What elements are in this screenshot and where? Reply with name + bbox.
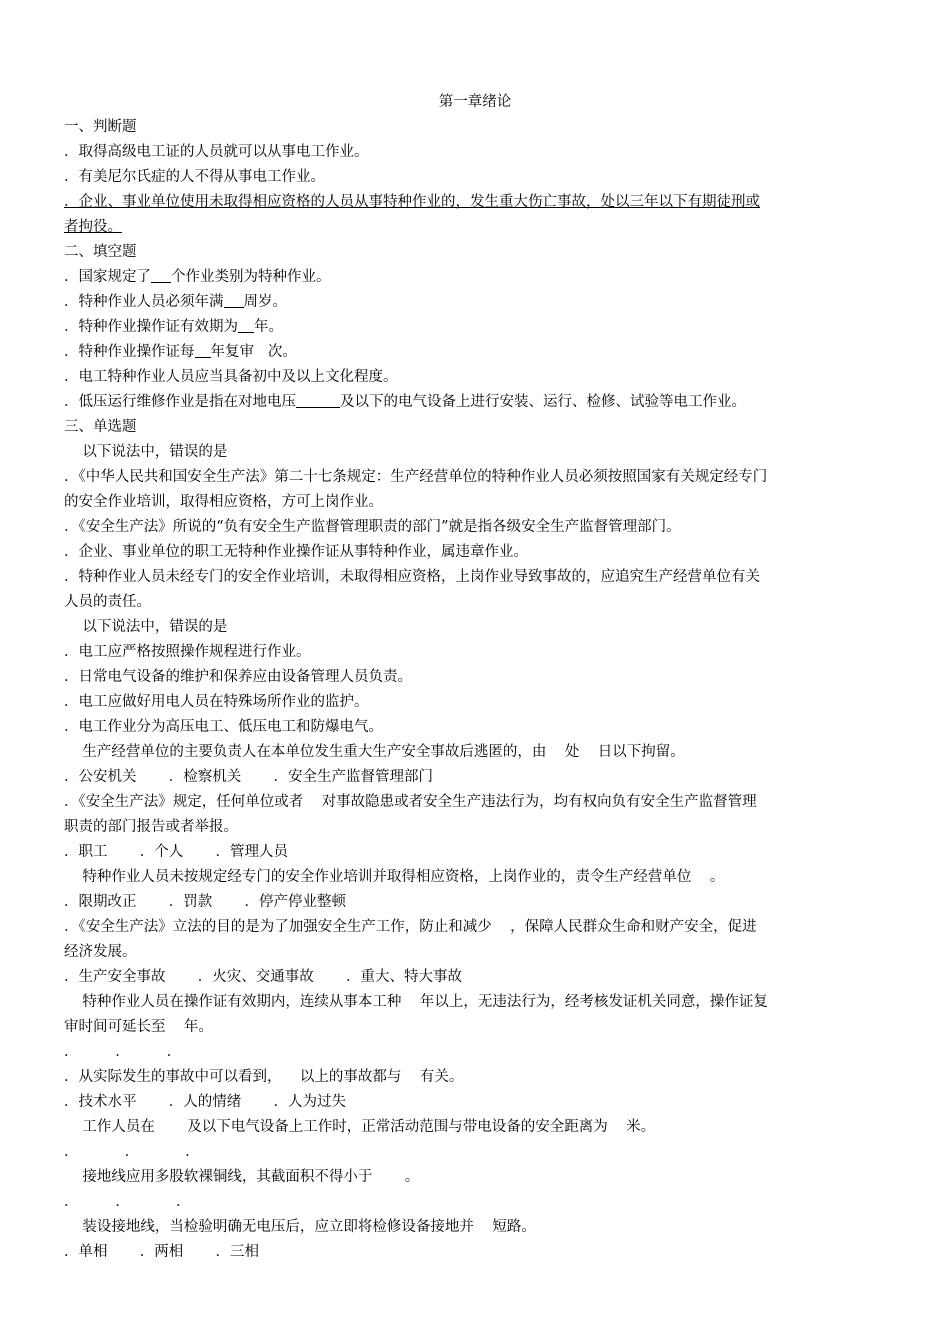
text-line [64,165,886,190]
text-content: ．取得高级电工证的人员就可以从事电工作业。 [64,144,369,160]
text-content: ．《中华人民共和国安全生产法》第二十七条规定：生产经营单位的特种作业人员必须按照国家有关规定经专门 [64,469,768,485]
text-line [64,740,886,765]
text-content: ．电工作业分为高压电工、低压电工和防爆电气。 [64,719,383,735]
text-content: ． ． ． [64,1194,191,1210]
text-fragment: ．国家规定了 [64,269,151,285]
text-line [64,440,886,465]
text-line [64,190,886,215]
text-content: ．从实际发生的事故中可以看到， 以上的事故都与 有关。 [64,1069,464,1085]
text-line [64,765,886,790]
text-line [64,1190,886,1215]
fill-blank [224,292,244,308]
text-line [64,340,886,365]
text-content: 生产经营单位的主要负责人在本单位发生重大生产安全事故后逃匿的，由 处 日以下拘留。 [64,744,685,760]
text-content: 以下说法中，错误的是 [64,444,228,460]
text-line [64,1240,886,1265]
text-content: ．技术水平 ．人的情绪 ．人为过失 [64,1094,347,1110]
text-line [64,465,886,490]
text-content: ．限期改正 ．罚款 ．停产停业整顿 [64,894,347,910]
text-line [64,1065,886,1090]
document-body [64,115,886,1265]
text-content: ． ． ． [64,1144,200,1160]
text-fragment: ．特种作业人员必须年满 [64,294,224,310]
text-line [64,1215,886,1240]
fill-blank [195,342,211,358]
text-content: ．有美尼尔氏症的人不得从事电工作业。 [64,169,325,185]
text-content: ．单相 ．两相 ．三相 [64,1244,260,1260]
text-line [64,840,886,865]
text-fragment: ．低压运行维修作业是指在对地电压 [64,394,296,410]
text-content: ． ． ． [64,1044,182,1060]
text-line [64,640,886,665]
text-line [64,540,886,565]
text-content: 经济发展。 [64,944,137,960]
text-content: 装设接地线，当检验明确无电压后，应立即将检修设备接地并 短路。 [64,1219,536,1235]
text-line [64,1040,886,1065]
text-line [64,865,886,890]
text-line [64,590,886,615]
text-line [64,140,886,165]
text-line [64,940,886,965]
text-content: ．《安全生产法》规定，任何单位或者 对事故隐患或者安全生产违法行为，均有权向负有安全生产监督管理 [64,794,757,810]
text-line [64,665,886,690]
fill-blank [238,317,254,333]
text-line [64,1140,886,1165]
text-fragment: ．特种作业操作证每 [64,344,195,360]
text-line [64,690,886,715]
text-line [64,890,886,915]
section-heading [64,240,886,265]
text-line [64,315,886,340]
section-heading [64,115,886,140]
text-content: ．企业、事业单位的职工无特种作业操作证从事特种作业，属违章作业。 [64,544,528,560]
text-fragment: 周岁。 [243,294,287,310]
fill-blank [151,267,171,283]
text-line [64,990,886,1015]
text-content: 接地线应用多股软裸铜线，其截面积不得小于 。 [64,1169,420,1185]
text-line [64,490,886,515]
text-content: ．特种作业人员未经专门的安全作业培训，未取得相应资格，上岗作业导致事故的，应追究生产经营单位有关 [64,569,760,585]
text-content: 特种作业人员未按规定经专门的安全作业培训并取得相应资格，上岗作业的，责令生产经营单位 。 [64,869,725,885]
text-content: ．电工应严格按照操作规程进行作业。 [64,644,311,660]
chapter-title: 第一章绪论 [438,94,512,110]
text-content: ．《安全生产法》立法的目的是为了加强安全生产工作，防止和减少 ，保障人民群众生命和财产安全，促进 [64,919,757,935]
text-content: 审时间可延长至 年。 [64,1019,213,1035]
fill-blank [296,392,340,408]
text-line [64,915,886,940]
text-content: ．日常电气设备的维护和保养应由设备管理人员负责。 [64,669,412,685]
text-line [64,265,886,290]
text-line [64,1015,886,1040]
text-content: 的安全作业培训，取得相应资格，方可上岗作业。 [64,494,383,510]
text-line [64,1115,886,1140]
text-line [64,390,886,415]
text-line [64,365,886,390]
text-content: ．电工应做好用电人员在特殊场所作业的监护。 [64,694,369,710]
text-content: ．职工 ．个人 ．管理人员 [64,844,289,860]
text-line [64,790,886,815]
text-fragment: 个作业类别为特种作业。 [171,269,331,285]
text-content: 三、单选题 [64,419,137,435]
text-line [64,1090,886,1115]
text-line [64,515,886,540]
text-fragment: 年复审 次。 [210,344,297,360]
text-content: ．电工特种作业人员应当具备初中及以上文化程度。 [64,369,398,385]
text-line [64,565,886,590]
section-heading [64,415,886,440]
text-fragment: 年。 [254,319,283,335]
document-page [64,90,886,1265]
text-content: 人员的责任。 [64,594,151,610]
text-content: ．《安全生产法》所说的“负有安全生产监督管理职责的部门”就是指各级安全生产监督管理部门。 [64,519,681,535]
text-content: ．企业、事业单位使用未取得相应资格的人员从事特种作业的，发生重大伤亡事故，处以三年以下有期徒刑或 [64,194,760,210]
text-content: 者拘役。 [64,219,122,235]
text-content: 职责的部门报告或者举报。 [64,819,238,835]
text-line [64,215,886,240]
text-content: 特种作业人员在操作证有效期内，连续从事本工种 年以上，无违法行为，经考核发证机关同意，操作证复 [64,994,768,1010]
text-content: 以下说法中，错误的是 [64,619,228,635]
text-content: 一、判断题 [64,119,137,135]
text-content: ．生产安全事故 ．火灾、交通事故 ．重大、特大事故 [64,969,463,985]
text-line [64,965,886,990]
text-fragment: ．特种作业操作证有效期为 [64,319,238,335]
text-line [64,815,886,840]
text-content: 二、填空题 [64,244,137,260]
text-content: 工作人员在 及以下电气设备上工作时，正常活动范围与带电设备的安全距离为 米。 [64,1119,656,1135]
text-fragment: 及以下的电气设备上进行安装、运行、检修、试验等电工作业。 [340,394,746,410]
text-line [64,615,886,640]
text-line [64,290,886,315]
text-line [64,1165,886,1190]
text-content: ．公安机关 ．检察机关 ．安全生产监督管理部门 [64,769,434,785]
text-line [64,715,886,740]
